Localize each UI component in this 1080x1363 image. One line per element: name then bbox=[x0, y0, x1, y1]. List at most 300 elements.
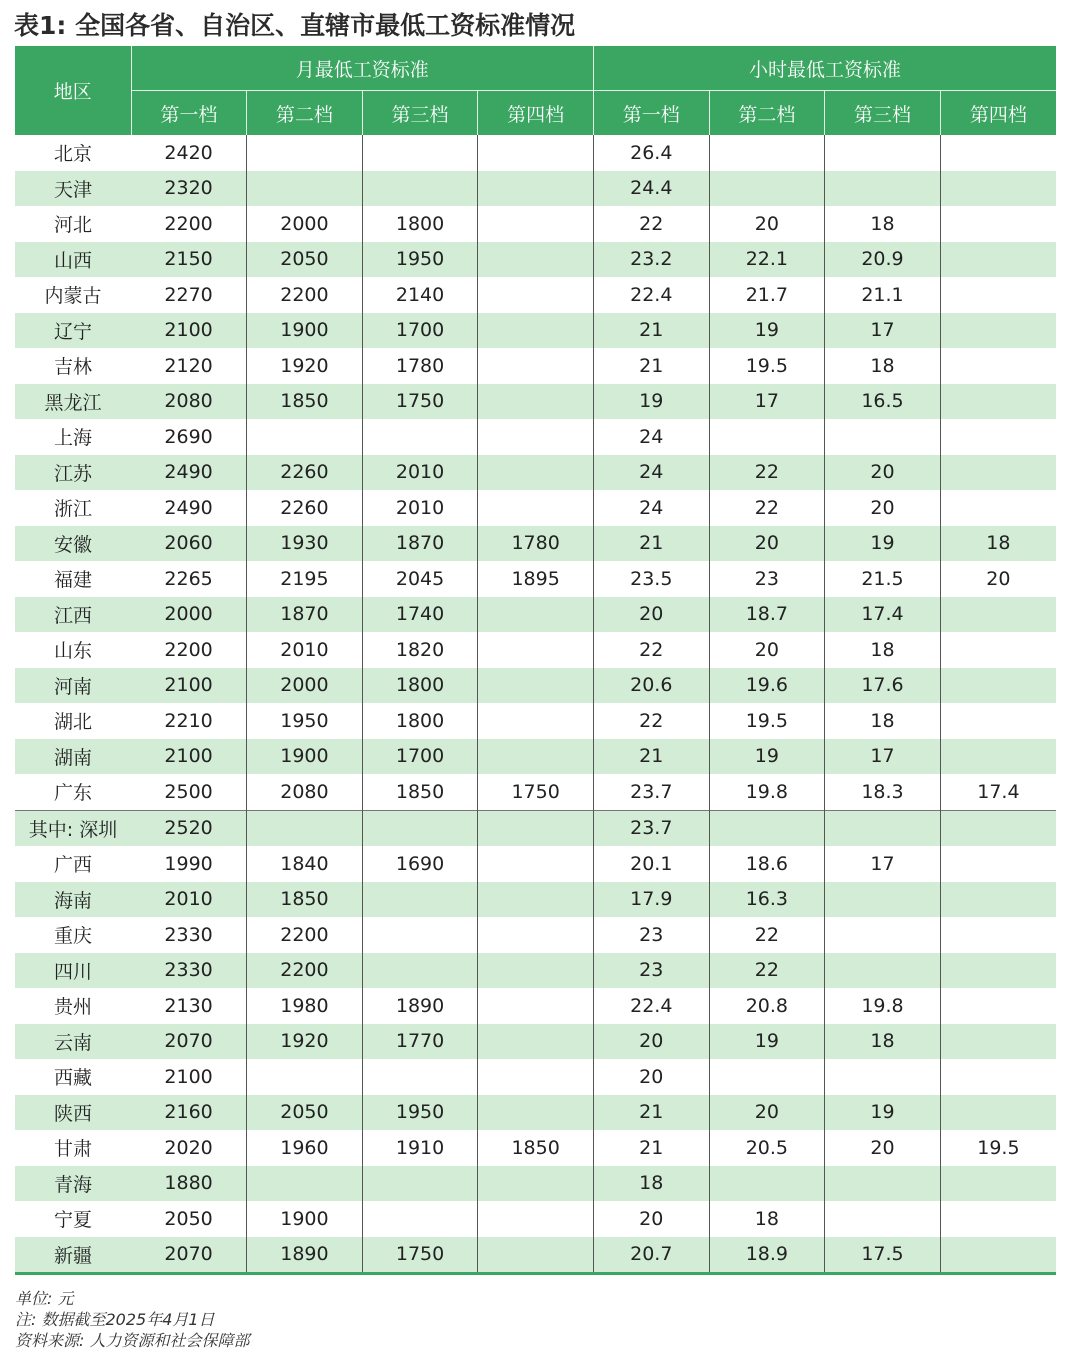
monthly-tier-2-cell bbox=[247, 419, 363, 455]
hourly-tier-2-cell bbox=[709, 135, 825, 171]
table-row bbox=[15, 171, 1056, 207]
region-cell: 贵州 bbox=[54, 996, 93, 1019]
hourly-tier-4-cell bbox=[940, 810, 1056, 846]
monthly-tier-4-cell bbox=[478, 917, 594, 953]
monthly-tier-1-cell: 2070 bbox=[131, 1237, 247, 1274]
hourly-tier-3-cell: 19 bbox=[825, 526, 941, 562]
hourly-tier-4-cell bbox=[940, 1201, 1056, 1237]
table-row bbox=[15, 988, 1056, 1024]
monthly-tier-4-cell bbox=[478, 632, 594, 668]
hourly-tier-3-cell: 20 bbox=[825, 1130, 941, 1166]
monthly-tier-2-cell: 2010 bbox=[247, 632, 363, 668]
monthly-tier-4-cell bbox=[478, 277, 594, 313]
hourly-tier-1-cell: 23.7 bbox=[593, 774, 709, 810]
hourly-tier-3-cell: 17 bbox=[825, 313, 941, 349]
hourly-tier-1-cell: 21 bbox=[593, 313, 709, 349]
hourly-tier-4-cell bbox=[940, 703, 1056, 739]
hourly-tier-1-cell: 20 bbox=[593, 1059, 709, 1095]
hourly-tier-3-cell: 20.9 bbox=[825, 242, 941, 278]
hourly-tier-4-cell bbox=[940, 1024, 1056, 1060]
table-row bbox=[15, 348, 1056, 384]
hourly-tier-1-cell: 22 bbox=[593, 703, 709, 739]
monthly-tier-4-cell bbox=[478, 810, 594, 846]
monthly-tier-2-cell: 1900 bbox=[247, 739, 363, 775]
hourly-tier-1-cell: 21 bbox=[593, 739, 709, 775]
monthly-tier-3-cell: 2010 bbox=[362, 455, 478, 491]
monthly-tier-4-cell bbox=[478, 419, 594, 455]
monthly-tier-1-cell: 2080 bbox=[131, 384, 247, 420]
hourly-tier-1-cell: 24.4 bbox=[593, 171, 709, 207]
monthly-tier-2-cell: 1960 bbox=[247, 1130, 363, 1166]
hourly-tier-3-cell: 20 bbox=[825, 455, 941, 491]
hourly-tier-2-cell: 20.8 bbox=[709, 988, 825, 1024]
region-cell: 上海 bbox=[54, 427, 93, 450]
unit-note: 单位: 元 bbox=[15, 1289, 74, 1308]
hourly-tier-4-cell bbox=[940, 348, 1056, 384]
hourly-tier-1-cell: 17.9 bbox=[593, 882, 709, 918]
hourly-tier-2-cell bbox=[709, 1059, 825, 1095]
table-row bbox=[15, 632, 1056, 668]
hourly-tier-2-cell bbox=[709, 171, 825, 207]
region-cell: 河北 bbox=[54, 214, 93, 237]
monthly-tier-2-header: 第二档 bbox=[247, 91, 363, 136]
hourly-tier-1-cell: 20 bbox=[593, 1201, 709, 1237]
monthly-tier-1-cell: 1880 bbox=[131, 1166, 247, 1202]
monthly-tier-3-cell bbox=[362, 882, 478, 918]
monthly-tier-1-cell: 2330 bbox=[131, 917, 247, 953]
hourly-tier-2-cell: 19.5 bbox=[709, 703, 825, 739]
region-cell: 安徽 bbox=[15, 526, 131, 562]
monthly-tier-1-cell: 2010 bbox=[131, 882, 247, 918]
hourly-tier-1-cell: 21 bbox=[593, 1130, 709, 1166]
monthly-group-header: 月最低工资标准 bbox=[131, 46, 593, 91]
monthly-tier-4-cell bbox=[478, 1237, 594, 1274]
region-cell: 新疆 bbox=[15, 1237, 131, 1274]
region-cell: 江苏 bbox=[15, 455, 131, 491]
hourly-tier-4-cell bbox=[940, 597, 1056, 633]
monthly-tier-1-cell: 2200 bbox=[131, 206, 247, 242]
table-row bbox=[15, 1201, 1056, 1237]
monthly-tier-4-cell bbox=[478, 171, 594, 207]
table-row bbox=[15, 277, 1056, 313]
monthly-tier-2-cell: 2050 bbox=[247, 242, 363, 278]
hourly-tier-2-cell bbox=[709, 810, 825, 846]
table-body bbox=[15, 135, 1056, 1274]
monthly-tier-3-cell: 1890 bbox=[362, 988, 478, 1024]
monthly-tier-2-cell: 1850 bbox=[247, 384, 363, 420]
hourly-tier-2-cell: 17 bbox=[709, 384, 825, 420]
hourly-tier-4-cell bbox=[940, 1237, 1056, 1274]
monthly-tier-4-cell bbox=[478, 739, 594, 775]
region-cell: 云南 bbox=[15, 1024, 131, 1060]
monthly-tier-2-cell: 2260 bbox=[247, 490, 363, 526]
monthly-tier-3-cell: 1910 bbox=[362, 1130, 478, 1166]
monthly-tier-4-cell: 1850 bbox=[478, 1130, 594, 1166]
hourly-tier-3-cell bbox=[825, 1166, 941, 1202]
hourly-tier-4-cell bbox=[940, 171, 1056, 207]
hourly-tier-1-cell: 21 bbox=[593, 526, 709, 562]
monthly-tier-3-cell: 1850 bbox=[362, 774, 478, 810]
hourly-tier-1-cell: 23 bbox=[593, 917, 709, 953]
monthly-tier-2-cell: 2200 bbox=[247, 917, 363, 953]
hourly-tier-3-cell bbox=[825, 882, 941, 918]
monthly-tier-2-cell: 1920 bbox=[247, 1024, 363, 1060]
region-cell: 吉林 bbox=[54, 356, 93, 379]
table-row bbox=[15, 1237, 1056, 1274]
hourly-tier-3-cell: 17 bbox=[825, 739, 941, 775]
hourly-tier-1-cell: 21 bbox=[593, 1095, 709, 1131]
table-row bbox=[15, 774, 1056, 810]
table-row bbox=[15, 419, 1056, 455]
monthly-tier-4-cell bbox=[478, 455, 594, 491]
monthly-tier-4-cell bbox=[478, 1095, 594, 1131]
hourly-tier-4-cell: 19.5 bbox=[977, 1136, 1020, 1159]
hourly-tier-4-cell bbox=[940, 206, 1056, 242]
region-cell: 湖南 bbox=[15, 739, 131, 775]
hourly-tier-3-cell: 18 bbox=[825, 1024, 941, 1060]
monthly-tier-1-cell: 2100 bbox=[131, 313, 247, 349]
monthly-tier-1-header: 第一档 bbox=[131, 91, 247, 136]
region-cell: 天津 bbox=[15, 171, 131, 207]
monthly-tier-4-cell bbox=[478, 988, 594, 1024]
region-cell: 辽宁 bbox=[15, 313, 131, 349]
monthly-tier-1-cell: 1990 bbox=[131, 846, 247, 882]
monthly-tier-4-cell bbox=[478, 953, 594, 989]
region-cell: 福建 bbox=[54, 569, 93, 592]
monthly-tier-3-cell bbox=[362, 810, 478, 846]
hourly-tier-2-header: 第二档 bbox=[709, 91, 825, 136]
table-row bbox=[15, 384, 1056, 420]
hourly-tier-4-cell bbox=[940, 135, 1056, 171]
monthly-tier-1-cell: 2270 bbox=[131, 277, 247, 313]
monthly-tier-4-cell bbox=[478, 1059, 594, 1095]
hourly-tier-4-cell bbox=[940, 242, 1056, 278]
monthly-tier-2-cell: 2260 bbox=[247, 455, 363, 491]
monthly-tier-1-cell: 2520 bbox=[131, 810, 247, 846]
minimum-wage-table bbox=[15, 46, 1056, 1275]
region-header: 地区 bbox=[15, 46, 131, 135]
hourly-tier-2-cell: 16.3 bbox=[709, 882, 825, 918]
monthly-tier-1-cell: 2490 bbox=[131, 455, 247, 491]
monthly-tier-3-cell: 2010 bbox=[362, 490, 478, 526]
hourly-tier-2-cell: 22 bbox=[709, 455, 825, 491]
hourly-tier-4-cell bbox=[940, 490, 1056, 526]
hourly-tier-3-cell: 16.5 bbox=[825, 384, 941, 420]
hourly-tier-1-cell: 20 bbox=[593, 1024, 709, 1060]
region-cell: 重庆 bbox=[54, 925, 93, 948]
hourly-tier-2-cell: 22.1 bbox=[709, 242, 825, 278]
monthly-tier-1-cell: 2200 bbox=[131, 632, 247, 668]
monthly-tier-1-cell: 2130 bbox=[131, 988, 247, 1024]
monthly-tier-4-cell bbox=[478, 703, 594, 739]
hourly-tier-1-cell: 26.4 bbox=[593, 135, 709, 171]
monthly-tier-4-cell bbox=[478, 242, 594, 278]
hourly-tier-4-cell: 17.4 bbox=[977, 780, 1020, 803]
monthly-tier-1-cell: 2500 bbox=[131, 774, 247, 810]
monthly-tier-3-cell bbox=[362, 135, 478, 171]
hourly-tier-1-cell: 22 bbox=[593, 206, 709, 242]
monthly-tier-3-cell: 1690 bbox=[362, 846, 478, 882]
monthly-tier-2-cell bbox=[247, 810, 363, 846]
monthly-tier-3-cell: 1870 bbox=[362, 526, 478, 562]
footnotes bbox=[15, 1288, 249, 1351]
hourly-tier-2-cell: 18 bbox=[709, 1201, 825, 1237]
region-cell: 海南 bbox=[15, 882, 131, 918]
monthly-tier-2-cell: 1870 bbox=[247, 597, 363, 633]
hourly-tier-3-cell: 18 bbox=[825, 348, 941, 384]
hourly-tier-2-cell: 19 bbox=[709, 1024, 825, 1060]
monthly-tier-2-cell bbox=[247, 1166, 363, 1202]
table-row bbox=[15, 917, 1056, 953]
monthly-tier-1-cell: 2060 bbox=[131, 526, 247, 562]
table-row bbox=[15, 1024, 1056, 1060]
hourly-tier-4-cell: 20 bbox=[986, 567, 1011, 590]
hourly-tier-1-cell: 22.4 bbox=[593, 277, 709, 313]
monthly-tier-1-cell: 2420 bbox=[131, 135, 247, 171]
monthly-tier-2-cell: 1950 bbox=[247, 703, 363, 739]
hourly-tier-1-cell: 24 bbox=[593, 419, 709, 455]
table-row bbox=[15, 313, 1056, 349]
table-row bbox=[15, 1059, 1056, 1095]
hourly-tier-3-cell: 21.1 bbox=[825, 277, 941, 313]
monthly-tier-1-cell: 2150 bbox=[131, 242, 247, 278]
monthly-tier-2-cell: 1930 bbox=[247, 526, 363, 562]
monthly-tier-2-cell: 1850 bbox=[247, 882, 363, 918]
region-cell: 山西 bbox=[15, 242, 131, 278]
hourly-tier-1-cell: 20.1 bbox=[593, 846, 709, 882]
hourly-tier-3-cell: 17.6 bbox=[825, 668, 941, 704]
hourly-tier-2-cell: 19 bbox=[709, 739, 825, 775]
hourly-tier-2-cell: 23 bbox=[709, 561, 825, 597]
hourly-tier-2-cell: 19.8 bbox=[709, 774, 825, 810]
hourly-tier-4-cell bbox=[940, 846, 1056, 882]
hourly-tier-2-cell: 19.5 bbox=[709, 348, 825, 384]
monthly-tier-4-cell bbox=[478, 597, 594, 633]
monthly-tier-4-cell bbox=[478, 1201, 594, 1237]
monthly-tier-4-cell: 1895 bbox=[478, 561, 594, 597]
hourly-tier-4-cell bbox=[940, 455, 1056, 491]
table-row bbox=[15, 846, 1056, 882]
monthly-tier-4-cell bbox=[478, 206, 594, 242]
region-cell: 黑龙江 bbox=[15, 384, 131, 420]
hourly-tier-4-cell bbox=[940, 953, 1056, 989]
hourly-tier-1-cell: 23.2 bbox=[593, 242, 709, 278]
monthly-tier-4-cell bbox=[478, 1024, 594, 1060]
monthly-tier-1-cell: 2050 bbox=[131, 1201, 247, 1237]
monthly-tier-2-cell: 1840 bbox=[247, 846, 363, 882]
region-cell: 其中: 深圳 bbox=[15, 810, 131, 846]
hourly-tier-1-cell: 20.6 bbox=[593, 668, 709, 704]
monthly-tier-1-cell: 2000 bbox=[131, 597, 247, 633]
region-cell: 广西 bbox=[54, 854, 93, 877]
monthly-tier-3-cell: 1770 bbox=[362, 1024, 478, 1060]
monthly-tier-2-cell bbox=[247, 171, 363, 207]
monthly-tier-3-cell bbox=[362, 917, 478, 953]
hourly-tier-3-cell bbox=[825, 1201, 941, 1237]
monthly-tier-4-cell bbox=[478, 1166, 594, 1202]
hourly-tier-3-header: 第三档 bbox=[825, 91, 941, 136]
hourly-tier-3-cell: 18 bbox=[825, 703, 941, 739]
hourly-tier-3-cell: 18 bbox=[825, 206, 941, 242]
hourly-tier-1-cell: 20 bbox=[593, 597, 709, 633]
monthly-tier-2-cell: 1900 bbox=[247, 313, 363, 349]
table-row bbox=[15, 526, 1056, 562]
region-cell: 湖北 bbox=[54, 711, 93, 734]
region-cell: 陕西 bbox=[15, 1095, 131, 1131]
monthly-tier-2-cell: 2000 bbox=[247, 668, 363, 704]
hourly-tier-1-cell: 23 bbox=[593, 953, 709, 989]
monthly-tier-1-cell: 2690 bbox=[131, 419, 247, 455]
monthly-tier-3-cell: 1750 bbox=[362, 1237, 478, 1274]
date-note: 注: 数据截至2025年4月1日 bbox=[15, 1310, 215, 1329]
monthly-tier-2-cell bbox=[247, 1059, 363, 1095]
table-row bbox=[15, 739, 1056, 775]
monthly-tier-3-cell: 1800 bbox=[362, 668, 478, 704]
region-cell: 河南 bbox=[15, 668, 131, 704]
table-row bbox=[15, 135, 1056, 171]
table-row bbox=[15, 490, 1056, 526]
table-row bbox=[15, 597, 1056, 633]
monthly-tier-2-cell: 1890 bbox=[247, 1237, 363, 1274]
monthly-tier-4-cell bbox=[478, 348, 594, 384]
monthly-tier-4-cell: 1780 bbox=[478, 526, 594, 562]
hourly-tier-4-cell bbox=[940, 419, 1056, 455]
hourly-tier-4-cell bbox=[940, 384, 1056, 420]
monthly-tier-1-cell: 2020 bbox=[131, 1130, 247, 1166]
region-cell: 西藏 bbox=[54, 1067, 93, 1090]
region-cell: 宁夏 bbox=[54, 1209, 93, 1232]
monthly-tier-3-cell bbox=[362, 419, 478, 455]
hourly-tier-4-cell bbox=[940, 668, 1056, 704]
hourly-tier-4-cell: 18 bbox=[940, 526, 1056, 562]
hourly-tier-2-cell: 20 bbox=[709, 632, 825, 668]
region-cell: 青海 bbox=[15, 1166, 131, 1202]
region-cell: 北京 bbox=[54, 143, 93, 166]
region-cell: 甘肃 bbox=[54, 1138, 93, 1161]
table-row bbox=[15, 953, 1056, 989]
monthly-tier-3-cell: 1740 bbox=[362, 597, 478, 633]
table-row bbox=[15, 668, 1056, 704]
hourly-tier-1-cell: 24 bbox=[593, 455, 709, 491]
hourly-tier-4-cell bbox=[940, 1166, 1056, 1202]
monthly-tier-2-cell: 2000 bbox=[247, 206, 363, 242]
hourly-tier-1-cell: 18 bbox=[593, 1166, 709, 1202]
monthly-tier-4-cell bbox=[478, 313, 594, 349]
monthly-tier-3-cell: 1800 bbox=[362, 703, 478, 739]
monthly-tier-1-cell: 2490 bbox=[131, 490, 247, 526]
hourly-tier-3-cell: 17 bbox=[825, 846, 941, 882]
monthly-tier-2-cell: 2050 bbox=[247, 1095, 363, 1131]
hourly-tier-1-cell: 24 bbox=[593, 490, 709, 526]
monthly-tier-2-cell: 2200 bbox=[247, 277, 363, 313]
monthly-tier-2-cell bbox=[247, 135, 363, 171]
monthly-tier-1-cell: 2100 bbox=[131, 739, 247, 775]
hourly-tier-1-cell: 20.7 bbox=[593, 1237, 709, 1274]
table-row bbox=[15, 242, 1056, 278]
hourly-tier-1-cell: 19 bbox=[593, 384, 709, 420]
monthly-tier-3-cell: 2140 bbox=[362, 277, 478, 313]
monthly-tier-1-cell: 2100 bbox=[131, 1059, 247, 1095]
monthly-tier-3-cell: 1950 bbox=[362, 1095, 478, 1131]
monthly-tier-2-cell: 2080 bbox=[247, 774, 363, 810]
hourly-tier-3-cell: 20 bbox=[825, 490, 941, 526]
hourly-tier-2-cell: 22 bbox=[709, 953, 825, 989]
hourly-tier-1-cell: 22.4 bbox=[593, 988, 709, 1024]
monthly-tier-3-cell: 1800 bbox=[362, 206, 478, 242]
monthly-tier-1-cell: 2120 bbox=[131, 348, 247, 384]
hourly-tier-2-cell: 20 bbox=[709, 526, 825, 562]
hourly-tier-3-cell bbox=[825, 171, 941, 207]
monthly-tier-4-cell bbox=[478, 882, 594, 918]
hourly-tier-2-cell: 19 bbox=[709, 313, 825, 349]
table-row bbox=[15, 703, 1056, 739]
hourly-tier-2-cell: 18.7 bbox=[709, 597, 825, 633]
table-row bbox=[15, 455, 1056, 491]
hourly-tier-3-cell: 17.4 bbox=[825, 597, 941, 633]
hourly-tier-4-cell bbox=[940, 1095, 1056, 1131]
region-cell: 四川 bbox=[15, 953, 131, 989]
hourly-tier-4-cell bbox=[940, 917, 1056, 953]
monthly-tier-3-cell: 2045 bbox=[362, 561, 478, 597]
hourly-tier-2-cell: 20.5 bbox=[709, 1130, 825, 1166]
table-row bbox=[15, 882, 1056, 918]
hourly-tier-4-cell bbox=[940, 1059, 1056, 1095]
monthly-tier-4-cell: 1750 bbox=[478, 774, 594, 810]
monthly-tier-1-cell: 2320 bbox=[131, 171, 247, 207]
table-row bbox=[15, 206, 1056, 242]
hourly-tier-2-cell: 18.6 bbox=[709, 846, 825, 882]
hourly-tier-2-cell: 19.6 bbox=[709, 668, 825, 704]
monthly-tier-2-cell: 1920 bbox=[247, 348, 363, 384]
table-row bbox=[15, 1095, 1056, 1131]
hourly-tier-3-cell bbox=[825, 810, 941, 846]
monthly-tier-1-cell: 2265 bbox=[131, 561, 247, 597]
table-row bbox=[15, 1166, 1056, 1202]
monthly-tier-4-cell bbox=[478, 668, 594, 704]
monthly-tier-3-cell: 1820 bbox=[362, 632, 478, 668]
monthly-tier-1-cell: 2070 bbox=[131, 1024, 247, 1060]
monthly-tier-4-cell bbox=[478, 490, 594, 526]
monthly-tier-1-cell: 2160 bbox=[131, 1095, 247, 1131]
monthly-tier-4-cell bbox=[478, 384, 594, 420]
monthly-tier-3-header: 第三档 bbox=[362, 91, 478, 136]
hourly-tier-3-cell: 18 bbox=[825, 632, 941, 668]
hourly-tier-3-cell: 19.8 bbox=[825, 988, 941, 1024]
monthly-tier-4-cell bbox=[478, 846, 594, 882]
hourly-tier-3-cell bbox=[825, 917, 941, 953]
hourly-tier-2-cell: 21.7 bbox=[709, 277, 825, 313]
monthly-tier-3-cell bbox=[362, 953, 478, 989]
hourly-tier-4-cell bbox=[940, 313, 1056, 349]
monthly-tier-3-cell: 1750 bbox=[362, 384, 478, 420]
table-title: 表1: 全国各省、自治区、直辖市最低工资标准情况 bbox=[14, 11, 576, 40]
monthly-tier-3-cell bbox=[362, 1059, 478, 1095]
hourly-tier-1-cell: 23.7 bbox=[593, 810, 709, 846]
hourly-group-header: 小时最低工资标准 bbox=[593, 46, 1056, 91]
hourly-tier-2-cell: 22 bbox=[709, 917, 825, 953]
hourly-tier-4-cell bbox=[940, 988, 1056, 1024]
region-cell: 广东 bbox=[54, 782, 93, 805]
hourly-tier-2-cell: 20 bbox=[709, 1095, 825, 1131]
hourly-tier-2-cell bbox=[709, 419, 825, 455]
monthly-tier-2-cell: 2195 bbox=[247, 561, 363, 597]
hourly-tier-1-cell: 22 bbox=[593, 632, 709, 668]
region-cell: 浙江 bbox=[54, 498, 93, 521]
hourly-tier-1-cell: 21 bbox=[593, 348, 709, 384]
hourly-tier-2-cell: 20 bbox=[709, 206, 825, 242]
monthly-tier-3-cell: 1700 bbox=[362, 739, 478, 775]
hourly-tier-1-cell: 23.5 bbox=[593, 561, 709, 597]
